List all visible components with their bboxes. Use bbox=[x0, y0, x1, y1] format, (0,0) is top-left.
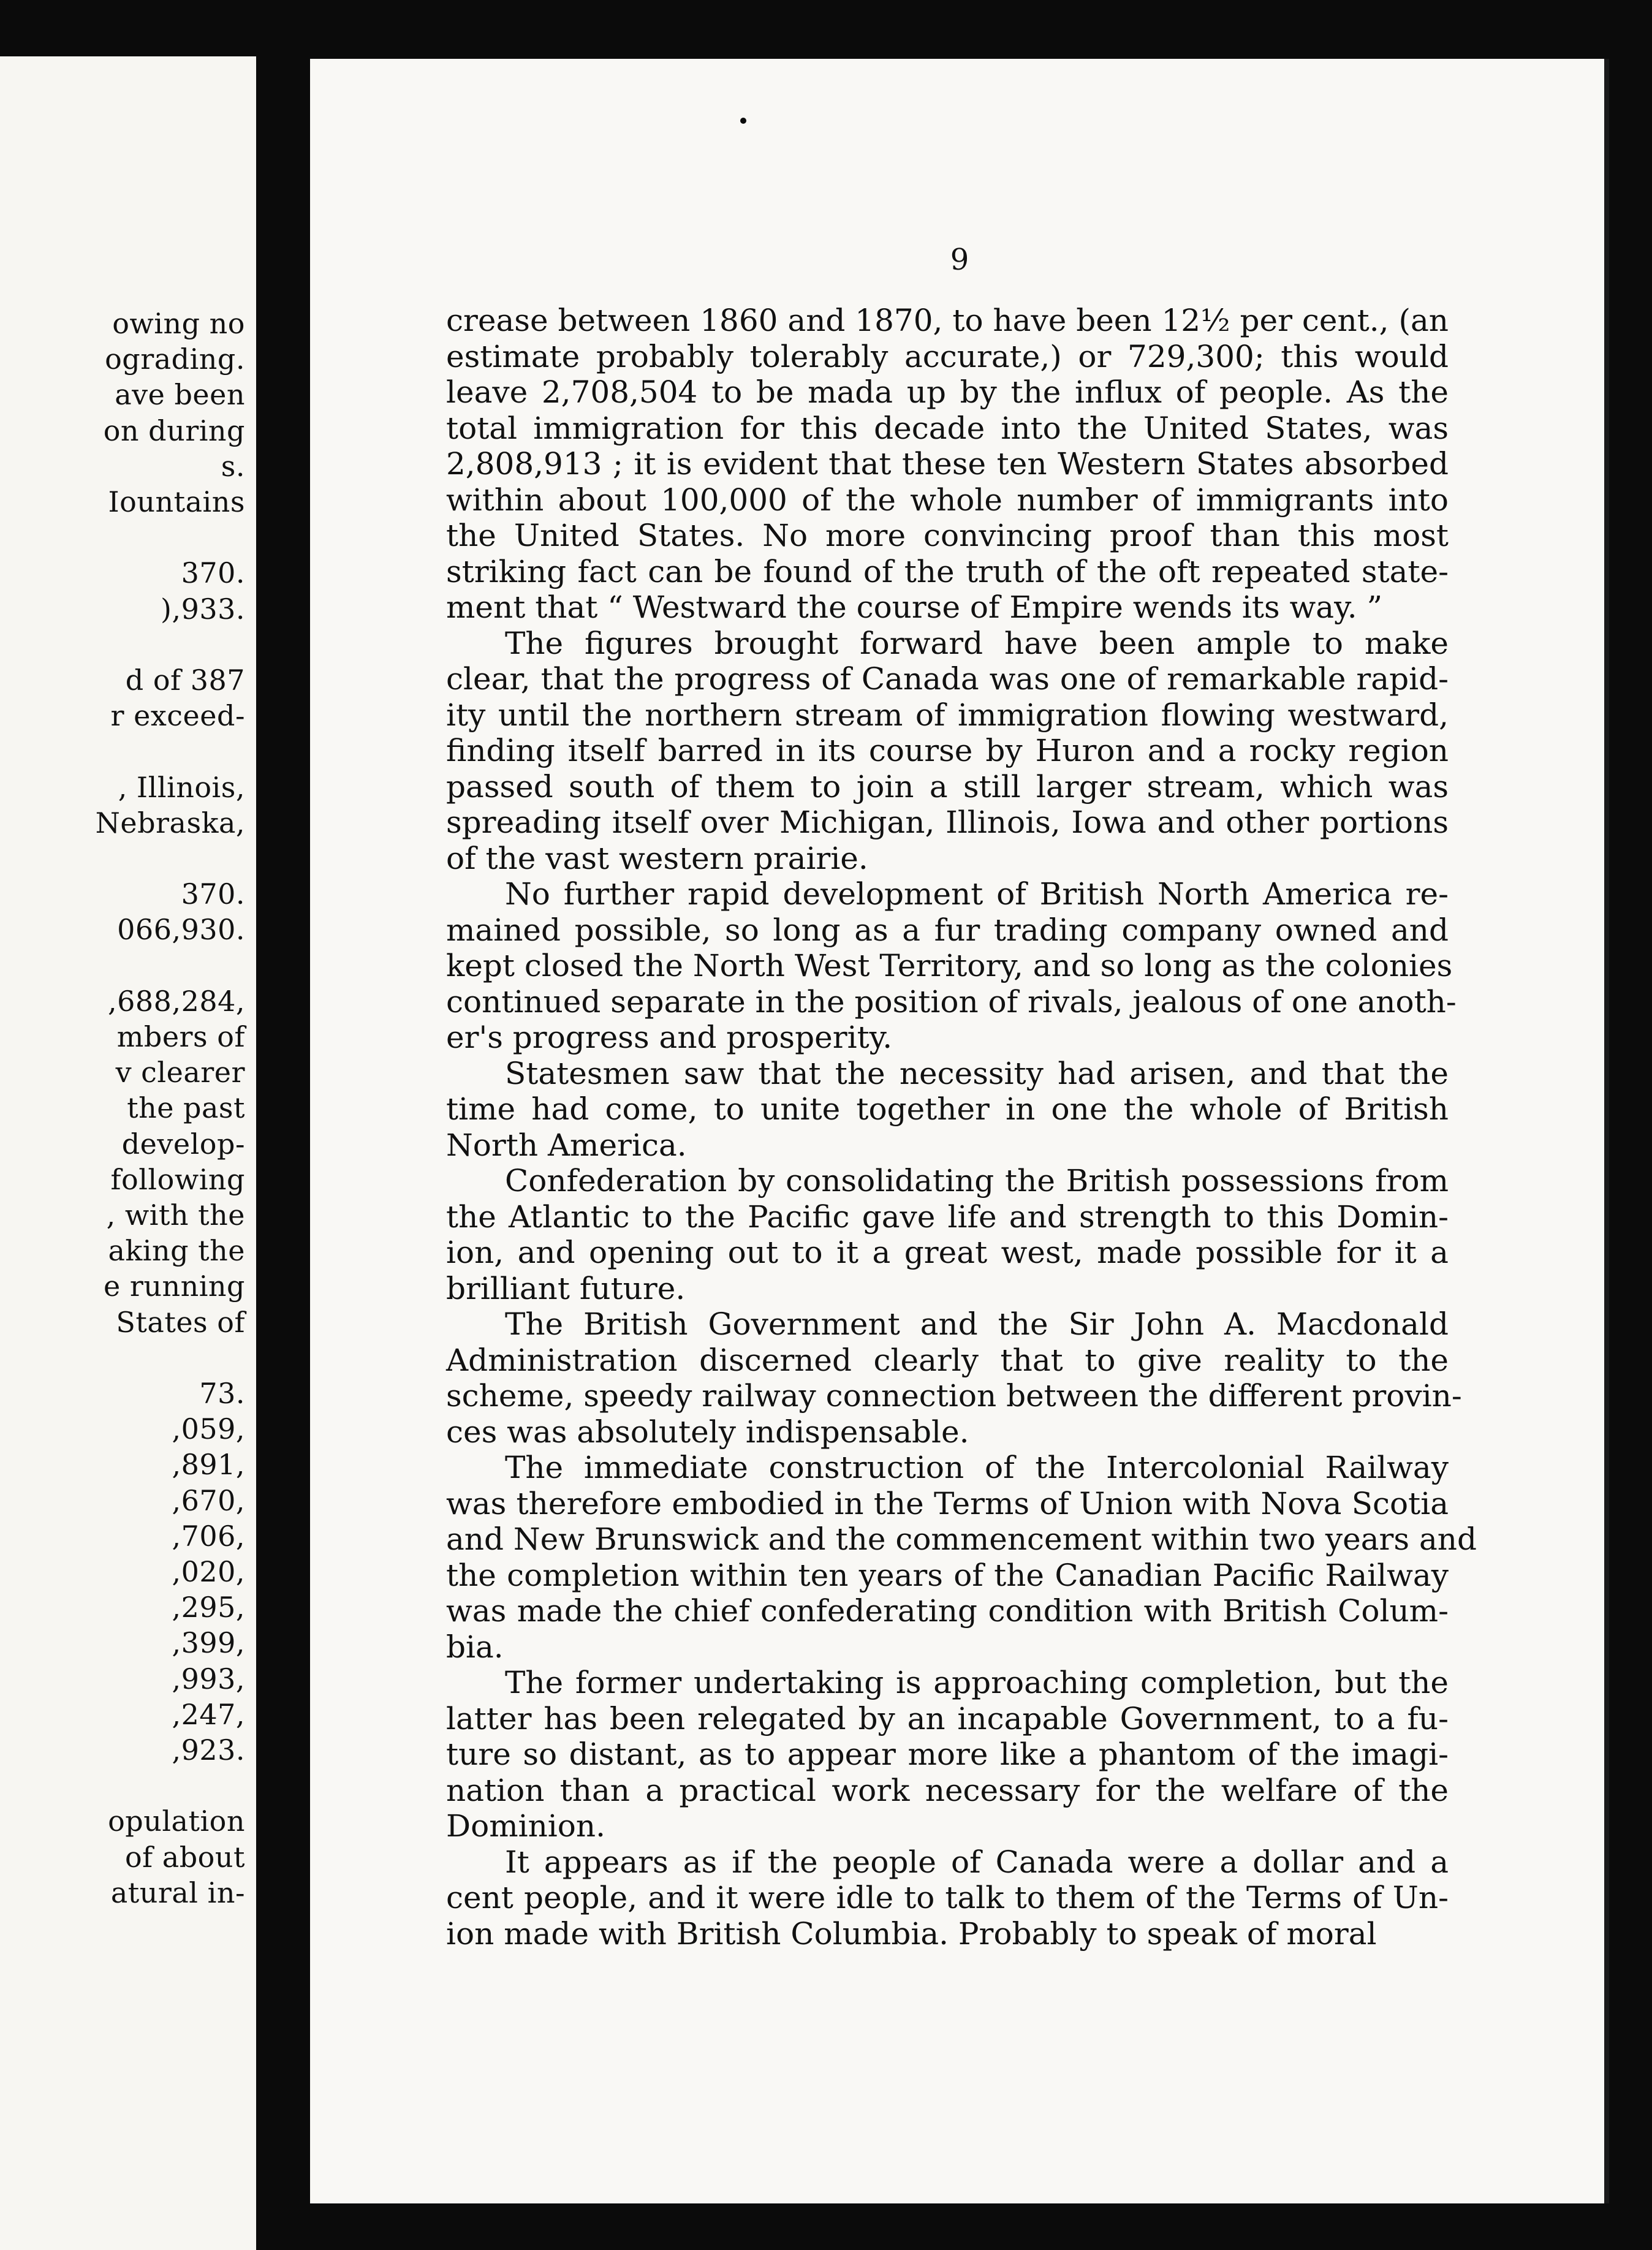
text-line: er's progress and prosperity. bbox=[446, 1020, 893, 1055]
text-line: the United States. No more convincing proof than this most bbox=[446, 518, 1449, 553]
paragraph bbox=[446, 876, 1457, 1056]
text-line: The figures brought forward have been ample to make bbox=[505, 625, 1449, 661]
text-line: ion, and opening out to it a great west, made possible for it a bbox=[446, 1235, 1449, 1270]
left-page-line: 370. bbox=[181, 877, 245, 911]
left-page-line: s. bbox=[221, 449, 245, 483]
left-page-line: ograding. bbox=[105, 343, 245, 376]
paragraph bbox=[446, 1450, 1477, 1665]
text-line: No further rapid development of British North America re- bbox=[505, 876, 1449, 912]
left-page-line: , Illinois, bbox=[118, 770, 245, 804]
text-line: finding itself barred in its course by Huron and a rocky region bbox=[446, 733, 1449, 768]
left-page-line: owing no bbox=[112, 307, 245, 340]
text-line: Confederation by consolidating the British possessions from bbox=[505, 1163, 1449, 1199]
left-page-line: following bbox=[110, 1162, 245, 1196]
paragraph bbox=[446, 303, 1449, 626]
text-line: the Atlantic to the Pacific gave life and strength to this Domin- bbox=[446, 1199, 1449, 1235]
text-line: 2,808,913 ; it is evident that these ten Western States absorbed bbox=[446, 446, 1449, 482]
left-page-line: ,706, bbox=[172, 1519, 245, 1553]
text-line: mained possible, so long as a fur trading company owned and bbox=[446, 912, 1449, 948]
left-page-line: ,923. bbox=[172, 1733, 245, 1767]
left-page-line: d of 387 bbox=[125, 664, 245, 697]
text-line: kept closed the North West Territory, and so long as the colonies bbox=[446, 948, 1453, 983]
left-page-line: the past bbox=[127, 1091, 245, 1125]
left-page-line: ave been bbox=[115, 378, 245, 412]
text-line: The British Government and the Sir John A. Macdonald bbox=[505, 1306, 1449, 1342]
left-page-line: ,295, bbox=[172, 1591, 245, 1624]
text-line: Dominion. bbox=[446, 1808, 605, 1844]
page-number: 9 bbox=[950, 243, 969, 277]
text-line: ture so distant, as to appear more like a phantom of the imagi- bbox=[446, 1737, 1449, 1772]
text-line: North America. bbox=[446, 1127, 687, 1163]
text-line: cent people, and it were idle to talk to them of the Terms of Un- bbox=[446, 1880, 1449, 1915]
left-page-line: 370. bbox=[181, 556, 245, 590]
text-line: passed south of them to join a still larger stream, which was bbox=[446, 768, 1449, 805]
left-page-line: 066,930. bbox=[117, 913, 245, 947]
left-page-line: ,688,284, bbox=[108, 984, 245, 1018]
text-line: nation than a practical work necessary for the welfare of the bbox=[446, 1772, 1449, 1808]
print-speck bbox=[740, 118, 746, 124]
text-line: The former undertaking is approaching completion, but the bbox=[505, 1665, 1449, 1700]
text-line: striking fact can be found of the truth of the oft repeated state- bbox=[446, 553, 1449, 589]
left-page-line: ,891, bbox=[172, 1448, 245, 1482]
paragraph bbox=[446, 1844, 1449, 1952]
left-page-line: 73. bbox=[199, 1377, 245, 1410]
left-page-line: ,993, bbox=[172, 1662, 245, 1695]
paragraph bbox=[446, 1056, 1449, 1164]
left-page-line: e running bbox=[104, 1270, 245, 1303]
left-page-line: on during bbox=[103, 414, 245, 447]
text-line: ion made with British Columbia. Probably to speak of moral bbox=[446, 1915, 1377, 1952]
text-line: scheme, speedy railway connection between the different provin- bbox=[446, 1378, 1462, 1414]
text-line: crease between 1860 and 1870, to have been 12½ per cent., (an bbox=[446, 303, 1449, 338]
left-page-line: r exceed- bbox=[110, 699, 245, 733]
text-line: and New Brunswick and the commencement within two years and bbox=[446, 1521, 1477, 1557]
left-page-fragment bbox=[0, 56, 256, 2250]
left-page-line: ,247, bbox=[172, 1697, 245, 1731]
left-page-line: , with the bbox=[106, 1199, 245, 1232]
left-page-line: of about bbox=[124, 1840, 245, 1874]
text-line: was made the chief confederating condition with British Colum- bbox=[446, 1593, 1449, 1629]
text-line: ment that “ Westward the course of Empire wends its way. ” bbox=[446, 589, 1383, 625]
text-line: the completion within ten years of the Canadian Pacific Railway bbox=[446, 1557, 1449, 1593]
text-line: was therefore embodied in the Terms of Union with Nova Scotia bbox=[446, 1485, 1449, 1521]
left-page-line: v clearer bbox=[115, 1056, 245, 1089]
text-line: Administration discerned clearly that to give reality to the bbox=[446, 1342, 1449, 1378]
left-page-line: atural in- bbox=[110, 1876, 245, 1909]
paragraph bbox=[446, 1306, 1462, 1450]
right-page bbox=[310, 59, 1609, 2203]
text-line: Statesmen saw that the necessity had arisen, and that the bbox=[505, 1055, 1449, 1091]
left-page-line: opulation bbox=[108, 1805, 245, 1838]
body-text bbox=[446, 303, 1477, 1952]
text-line: The immediate construction of the Intercolonial Railway bbox=[505, 1450, 1449, 1485]
left-page-line: develop- bbox=[121, 1127, 245, 1161]
text-line: spreading itself over Michigan, Illinois, Iowa and other portions bbox=[446, 805, 1449, 840]
text-line: bia. bbox=[446, 1629, 504, 1665]
text-line: latter has been relegated by an incapable Government, to a fu- bbox=[446, 1700, 1449, 1737]
text-line: estimate probably tolerably accurate,) or 729,300; this would bbox=[446, 338, 1449, 374]
text-line: leave 2,708,504 to be mada up by the influx of people. As the bbox=[446, 374, 1449, 410]
left-page-line: aking the bbox=[108, 1234, 245, 1268]
paragraph bbox=[446, 1163, 1449, 1306]
left-page-line: ,670, bbox=[172, 1483, 245, 1517]
text-line: continued separate in the position of rivals, jealous of one anoth- bbox=[446, 983, 1457, 1020]
left-page-line: Nebraska, bbox=[95, 806, 245, 839]
text-line: It appears as if the people of Canada were a dollar and a bbox=[505, 1844, 1449, 1880]
left-page-line: mbers of bbox=[116, 1020, 245, 1053]
text-line: total immigration for this decade into the United States, was bbox=[446, 410, 1449, 446]
text-line: within about 100,000 of the whole number of immigrants into bbox=[446, 482, 1449, 518]
paragraph bbox=[446, 626, 1449, 877]
left-page-line: States of bbox=[116, 1305, 245, 1339]
text-line: ity until the northern stream of immigration flowing westward, bbox=[446, 697, 1449, 733]
text-line: clear, that the progress of Canada was one of remarkable rapid- bbox=[446, 661, 1449, 697]
left-page-line: ,399, bbox=[172, 1626, 245, 1660]
left-page-line: Iountains bbox=[108, 485, 245, 518]
left-page-line: ),933. bbox=[161, 592, 245, 626]
text-line: ces was absolutely indispensable. bbox=[446, 1414, 969, 1450]
left-page-line: ,020, bbox=[172, 1555, 245, 1588]
text-line: brilliant future. bbox=[446, 1270, 686, 1306]
paragraph bbox=[446, 1665, 1449, 1844]
left-page-line: ,059, bbox=[172, 1412, 245, 1446]
text-line: of the vast western prairie. bbox=[446, 840, 868, 876]
text-line: time had come, to unite together in one the whole of British bbox=[446, 1091, 1449, 1127]
